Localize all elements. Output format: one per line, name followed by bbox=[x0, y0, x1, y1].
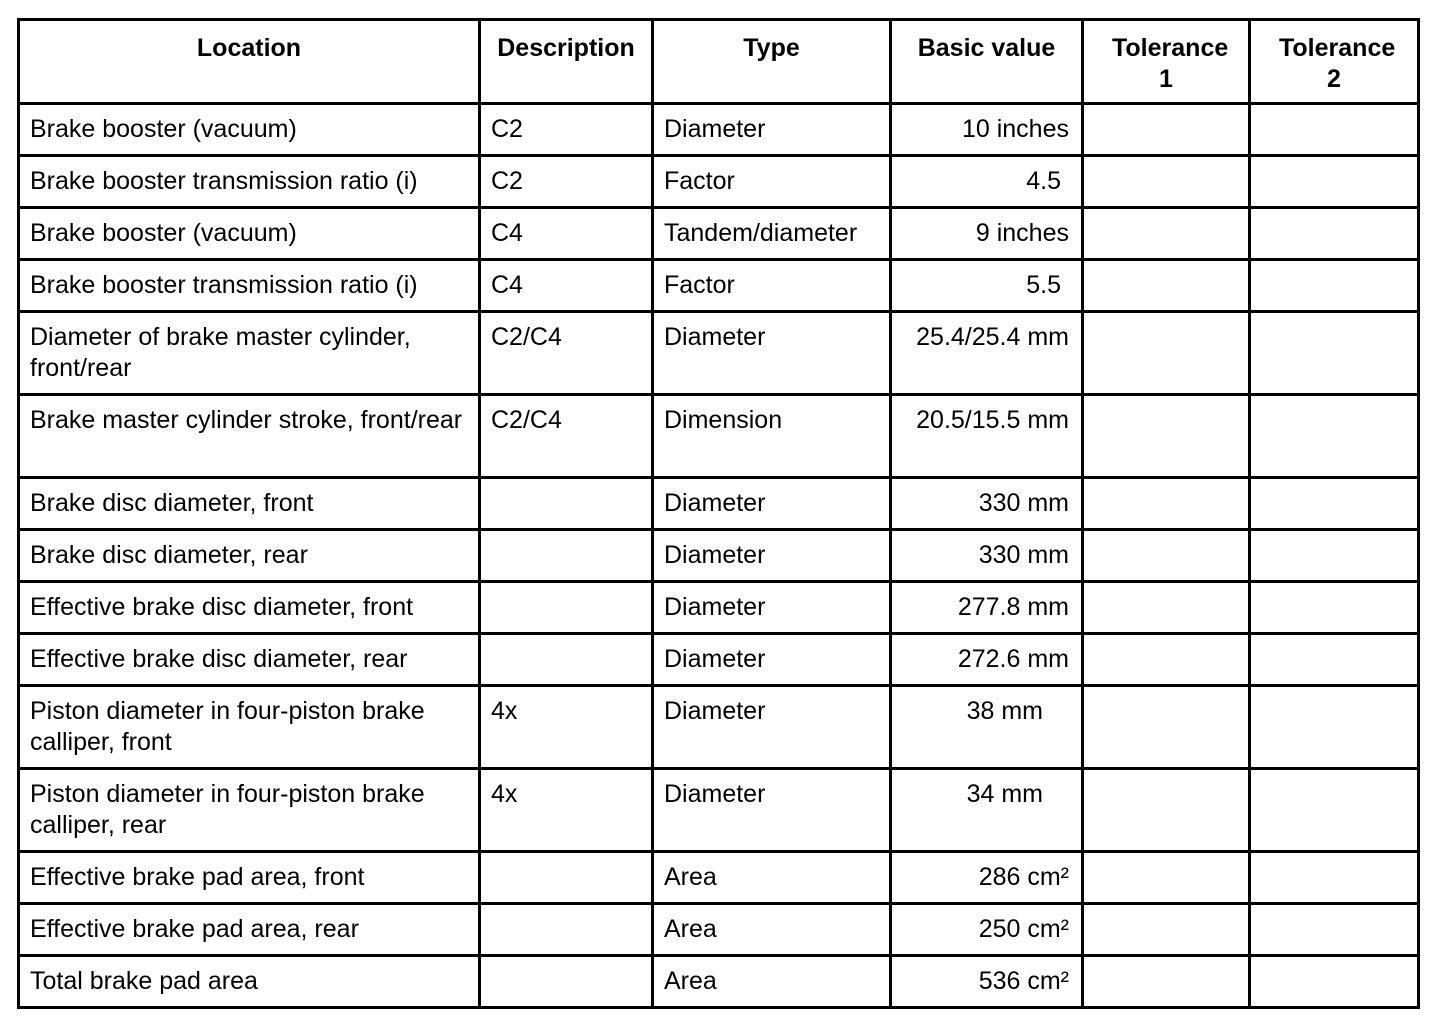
cell-type: Area bbox=[653, 852, 891, 904]
cell-tolerance-1 bbox=[1083, 686, 1250, 769]
table-row bbox=[19, 208, 1419, 260]
cell-tolerance-2 bbox=[1250, 852, 1419, 904]
cell-tolerance-2 bbox=[1250, 634, 1419, 686]
cell-description: C4 bbox=[480, 208, 653, 260]
cell-type: Factor bbox=[653, 156, 891, 208]
cell-type: Diameter bbox=[653, 478, 891, 530]
cell-basic-value: 250 cm² bbox=[891, 904, 1083, 956]
cell-type: Diameter bbox=[653, 769, 891, 852]
cell-tolerance-1 bbox=[1083, 260, 1250, 312]
cell-tolerance-1 bbox=[1083, 208, 1250, 260]
cell-description bbox=[480, 530, 653, 582]
cell-type: Diameter bbox=[653, 686, 891, 769]
table-row bbox=[19, 956, 1419, 1008]
cell-description: C4 bbox=[480, 260, 653, 312]
cell-location: Piston diameter in four-piston brake calliper, front bbox=[19, 686, 480, 769]
cell-basic-value: 20.5/15.5 mm bbox=[891, 395, 1083, 478]
cell-location: Total brake pad area bbox=[19, 956, 480, 1008]
header-basic-value: Basic value bbox=[891, 20, 1083, 104]
cell-basic-value: 277.8 mm bbox=[891, 582, 1083, 634]
cell-basic-value: 5.5 bbox=[891, 260, 1083, 312]
cell-type: Diameter bbox=[653, 312, 891, 395]
table-row bbox=[19, 769, 1419, 852]
cell-type: Tandem/diameter bbox=[653, 208, 891, 260]
cell-tolerance-2 bbox=[1250, 208, 1419, 260]
cell-tolerance-1 bbox=[1083, 904, 1250, 956]
cell-basic-value: 4.5 bbox=[891, 156, 1083, 208]
cell-description: C2/C4 bbox=[480, 312, 653, 395]
table-row bbox=[19, 686, 1419, 769]
cell-tolerance-1 bbox=[1083, 956, 1250, 1008]
cell-tolerance-2 bbox=[1250, 904, 1419, 956]
brake-spec-table bbox=[17, 18, 1420, 1009]
cell-type: Dimension bbox=[653, 395, 891, 478]
cell-tolerance-1 bbox=[1083, 530, 1250, 582]
cell-tolerance-1 bbox=[1083, 634, 1250, 686]
cell-location: Effective brake disc diameter, rear bbox=[19, 634, 480, 686]
header-description: Description bbox=[480, 20, 653, 104]
cell-location: Effective brake pad area, rear bbox=[19, 904, 480, 956]
cell-location: Brake booster transmission ratio (i) bbox=[19, 260, 480, 312]
cell-tolerance-2 bbox=[1250, 156, 1419, 208]
cell-location: Diameter of brake master cylinder, front/rear bbox=[19, 312, 480, 395]
cell-description bbox=[480, 634, 653, 686]
cell-description: 4x bbox=[480, 686, 653, 769]
cell-location: Effective brake pad area, front bbox=[19, 852, 480, 904]
cell-tolerance-2 bbox=[1250, 530, 1419, 582]
cell-type: Area bbox=[653, 904, 891, 956]
cell-basic-value: 34 mm bbox=[891, 769, 1083, 852]
cell-location: Piston diameter in four-piston brake calliper, rear bbox=[19, 769, 480, 852]
cell-description: C2/C4 bbox=[480, 395, 653, 478]
cell-description bbox=[480, 478, 653, 530]
cell-location: Effective brake disc diameter, front bbox=[19, 582, 480, 634]
table-row bbox=[19, 395, 1419, 478]
cell-description bbox=[480, 904, 653, 956]
cell-tolerance-1 bbox=[1083, 478, 1250, 530]
cell-basic-value: 38 mm bbox=[891, 686, 1083, 769]
cell-tolerance-1 bbox=[1083, 395, 1250, 478]
cell-tolerance-1 bbox=[1083, 769, 1250, 852]
cell-tolerance-2 bbox=[1250, 478, 1419, 530]
cell-location: Brake disc diameter, front bbox=[19, 478, 480, 530]
cell-basic-value: 9 inches bbox=[891, 208, 1083, 260]
cell-type: Diameter bbox=[653, 582, 891, 634]
table-row bbox=[19, 530, 1419, 582]
cell-tolerance-2 bbox=[1250, 686, 1419, 769]
cell-tolerance-2 bbox=[1250, 769, 1419, 852]
cell-basic-value: 272.6 mm bbox=[891, 634, 1083, 686]
cell-tolerance-1 bbox=[1083, 312, 1250, 395]
cell-description: C2 bbox=[480, 156, 653, 208]
cell-tolerance-2 bbox=[1250, 260, 1419, 312]
cell-tolerance-2 bbox=[1250, 395, 1419, 478]
table-row bbox=[19, 260, 1419, 312]
cell-tolerance-2 bbox=[1250, 312, 1419, 395]
header-location: Location bbox=[19, 20, 480, 104]
cell-type: Diameter bbox=[653, 530, 891, 582]
cell-location: Brake master cylinder stroke, front/rear bbox=[19, 395, 480, 478]
cell-basic-value: 330 mm bbox=[891, 530, 1083, 582]
cell-tolerance-2 bbox=[1250, 104, 1419, 156]
cell-type: Diameter bbox=[653, 104, 891, 156]
header-type: Type bbox=[653, 20, 891, 104]
cell-description: 4x bbox=[480, 769, 653, 852]
cell-type: Area bbox=[653, 956, 891, 1008]
cell-tolerance-2 bbox=[1250, 956, 1419, 1008]
table-row bbox=[19, 904, 1419, 956]
cell-basic-value: 330 mm bbox=[891, 478, 1083, 530]
cell-tolerance-1 bbox=[1083, 104, 1250, 156]
table-row bbox=[19, 852, 1419, 904]
cell-description bbox=[480, 582, 653, 634]
cell-basic-value: 286 cm² bbox=[891, 852, 1083, 904]
table-row bbox=[19, 582, 1419, 634]
cell-location: Brake disc diameter, rear bbox=[19, 530, 480, 582]
cell-type: Factor bbox=[653, 260, 891, 312]
cell-description bbox=[480, 956, 653, 1008]
header-tolerance-1: Tolerance 1 bbox=[1083, 20, 1250, 104]
cell-basic-value: 536 cm² bbox=[891, 956, 1083, 1008]
cell-description bbox=[480, 852, 653, 904]
cell-basic-value: 25.4/25.4 mm bbox=[891, 312, 1083, 395]
table-row bbox=[19, 104, 1419, 156]
header-row bbox=[19, 20, 1419, 104]
cell-location: Brake booster transmission ratio (i) bbox=[19, 156, 480, 208]
table-row bbox=[19, 634, 1419, 686]
cell-basic-value: 10 inches bbox=[891, 104, 1083, 156]
cell-location: Brake booster (vacuum) bbox=[19, 208, 480, 260]
header-tolerance-2: Tolerance 2 bbox=[1250, 20, 1419, 104]
cell-location: Brake booster (vacuum) bbox=[19, 104, 480, 156]
cell-tolerance-1 bbox=[1083, 156, 1250, 208]
cell-type: Diameter bbox=[653, 634, 891, 686]
table-row bbox=[19, 156, 1419, 208]
table-row bbox=[19, 312, 1419, 395]
cell-tolerance-1 bbox=[1083, 582, 1250, 634]
cell-description: C2 bbox=[480, 104, 653, 156]
cell-tolerance-2 bbox=[1250, 582, 1419, 634]
cell-tolerance-1 bbox=[1083, 852, 1250, 904]
table-row bbox=[19, 478, 1419, 530]
